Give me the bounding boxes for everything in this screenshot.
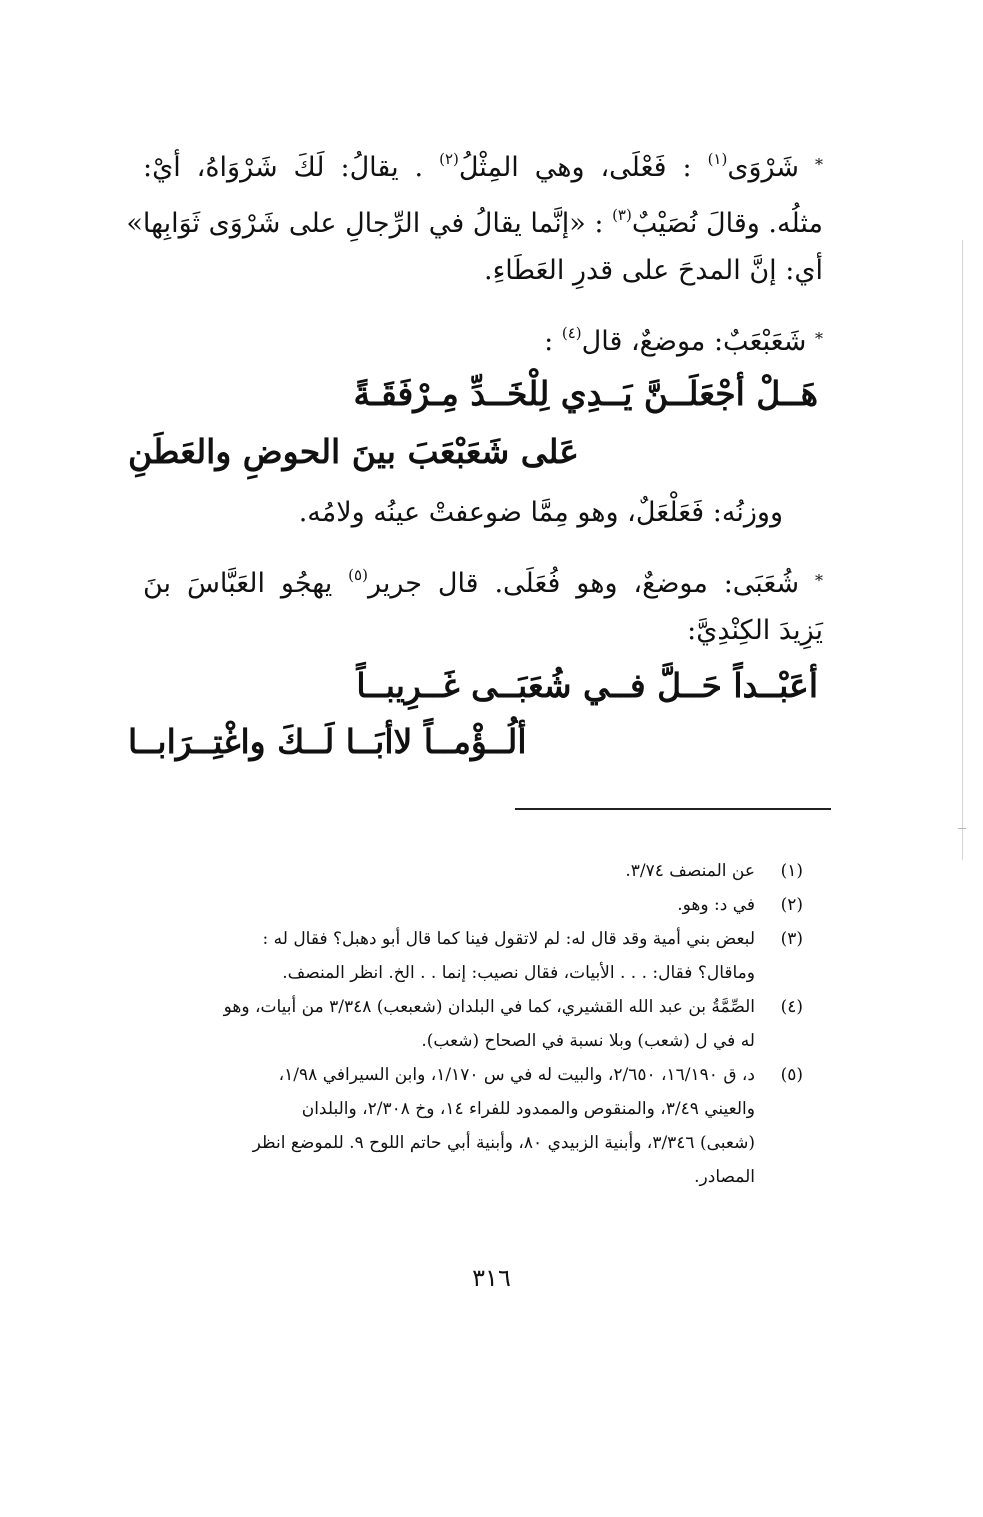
headword-shaabaab: شَعَبْعَبٌ: موضعٌ، قال [581,326,807,357]
headword-shuaba: شُعَبَى: موضعٌ، وهو فُعَلَى. قال جرير [367,568,800,599]
footnote-ref-1: (١) [707,150,728,168]
footnote-1 [163,854,803,888]
entry-star-icon: * [815,155,823,174]
footnote-number: (١) [780,861,803,881]
footnote-number: (٤) [780,997,803,1017]
page-number: ٣١٦ [472,1264,511,1292]
footnote-ref-3: (٣) [612,206,632,224]
verse-1-hemistich-2: عَلى شَعَبْعَبَ بينَ الحوضِ والعَطَنِ [128,432,579,471]
verse-2-hemistich-1: أعَبْــداً حَــلَّ فــي شُعَبَــى غَــرِيبــاً [356,666,818,705]
footnote-ref-4: (٤) [561,324,582,342]
entry-shaabaab-line-1 [143,314,823,361]
footnote-number: (٣) [780,929,803,949]
wazn-line: ووزنُه: فَعَلْعَلٌ، وهو مِمَّا ضوعفتْ عينُه ولامُه. [298,497,783,528]
footnote-number: (٥) [780,1065,803,1085]
scan-edge-mark [962,240,963,860]
footnote-text: له في ل (شعب) وبلا نسبة في الصحاح (شعب). [421,1031,755,1051]
footnote-separator [515,808,831,810]
entry-text: : [544,326,554,357]
headword-sharwa: شَرْوَى [727,152,800,183]
footnote-3 [163,922,803,990]
entry-text: : فَعْلَى، وهي المِثْلُ [458,152,692,183]
footnote-text: لبعض بني أمية وقد قال له: لم لاتقول فينا كما قال أبو دهبل؟ فقال له : [262,929,755,949]
entry-star-icon: * [815,571,823,590]
entry-sharwa-line-3: أي: إنَّ المدحَ على قدرِ العَطَاءِ. [484,255,823,286]
footnote-ref-2: (٢) [439,150,459,168]
footnote-text: (شعبى) ٣/٣٤٦، وأبنية الزبيدي ٨٠، وأبنية أبي حاتم اللوح ٩. للموضع انظر [252,1133,755,1153]
scan-tick-mark [958,828,966,829]
entry-text: : «إنَّما يقالُ في الرِّجالِ على شَرْوَى ثَوَابِها» [126,208,604,239]
footnote-text: في د: وهو. [677,895,755,915]
footnote-text: المصادر. [694,1167,755,1187]
footnote-ref-5: (٥) [348,566,368,584]
footnote-text: د، ق ١٦/١٩٠، ٢/٦٥٠، والبيت له في س ١/١٧٠، وابن السيرافي ١/٩٨، [278,1065,755,1085]
entry-text: . يقالُ: لَكَ شَرْوَاهُ، أيْ: [143,152,424,183]
footnote-text: عن المنصف ٣/٧٤. [625,861,755,881]
entry-sharwa-line-1 [143,140,823,187]
entry-sharwa-line-2 [126,196,823,243]
entry-shuaba-line-1 [143,556,823,603]
verse-1-hemistich-1: هَــلْ أجْعَلَــنَّ يَــدِي لِلْخَــدِّ مِـرْفَقَـةً [353,374,818,413]
entry-text: مثلُه. وقالَ نُصَيْبٌ [631,208,823,239]
footnote-text: والعيني ٣/٤٩، والمنقوص والممدود للفراء ١٤، وخ ٢/٣٠٨، والبلدان [301,1099,755,1119]
verse-2-hemistich-2: ألُــؤْمــاً لاأبَــا لَــكَ واغْتِــرَابــا [128,722,527,761]
footnote-number: (٢) [780,895,803,915]
entry-star-icon: * [815,329,823,348]
footnote-5 [163,1058,803,1194]
footnote-text: وماقال؟ فقال: . . . الأبيات، فقال نصيب: إنما . . الخ. انظر المنصف. [282,963,755,983]
entry-shuaba-line-2: يَزِيدَ الكِنْدِيَّ: [687,615,823,646]
footnote-4 [163,990,803,1058]
entry-text: يهجُو العَبَّاسَ بنَ [143,568,333,599]
footnote-2 [163,888,803,922]
footnote-text: الصِّمَّةُ بن عبد الله القشيري، كما في البلدان (شعبعب) ٣/٣٤٨ من أبيات، وهو [223,997,755,1017]
